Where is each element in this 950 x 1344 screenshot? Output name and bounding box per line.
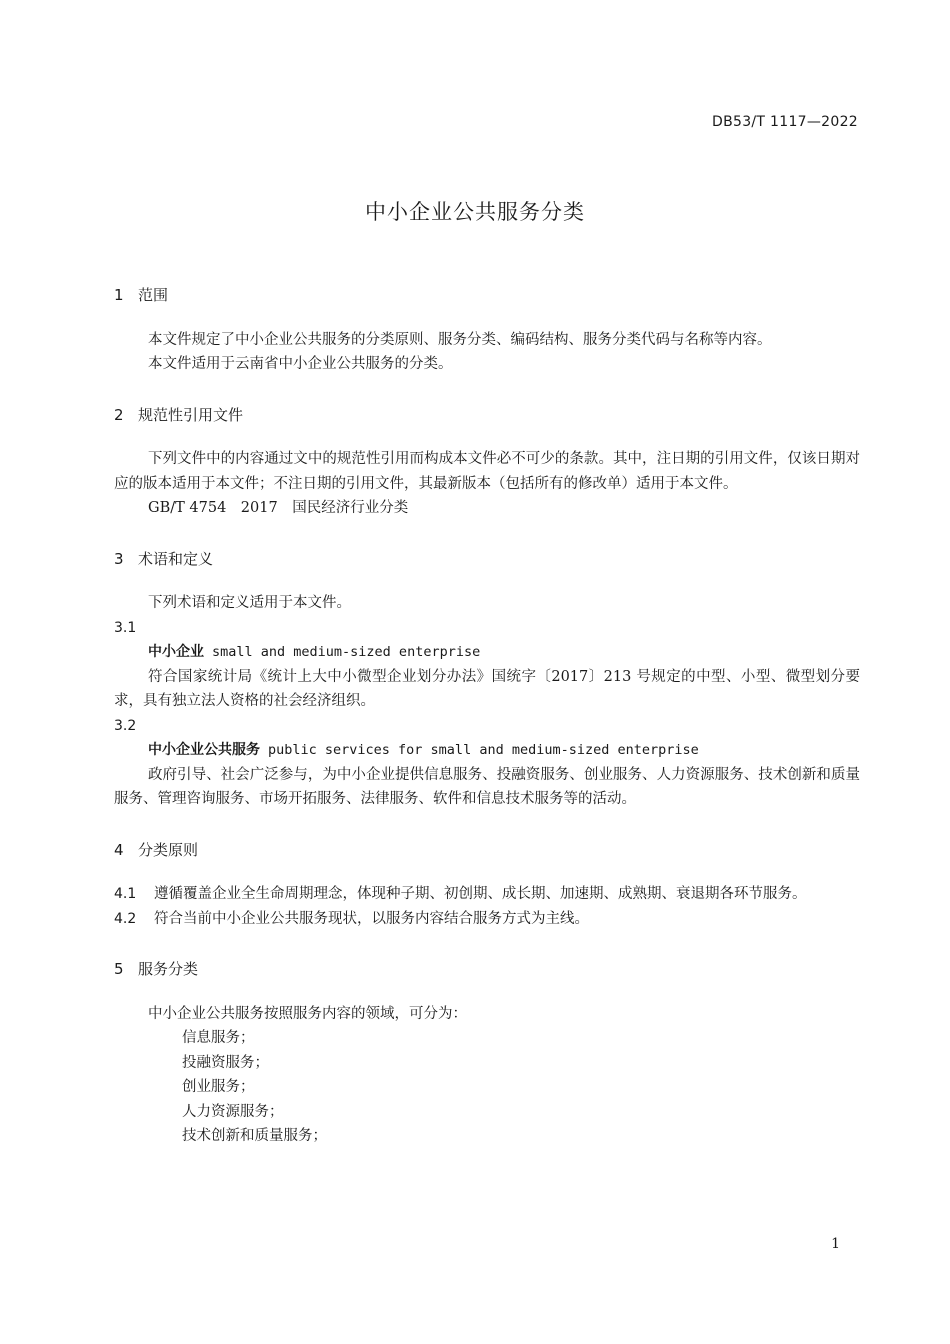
term-number: 3.1 — [114, 619, 137, 636]
clause-number: 4.1 — [114, 886, 137, 902]
document-body — [114, 283, 860, 1149]
section-number: 4 — [114, 840, 124, 859]
clause — [114, 907, 860, 932]
clause-text: 符合当前中小企业公共服务现状，以服务内容结合服务方式为主线。 — [154, 910, 589, 927]
reference-entry: GB/T 4754 2017 国民经济行业分类 — [148, 500, 409, 516]
section-number: 5 — [114, 960, 124, 978]
list-item: 信息服务； — [182, 1030, 255, 1046]
section-title: 术语和定义 — [138, 549, 214, 568]
section-heading-principles — [114, 838, 860, 863]
term-chinese: 中小企业公共服务 — [148, 742, 260, 758]
list-item: 技术创新和质量服务； — [182, 1128, 327, 1144]
paragraph: 本文件规定了中小企业公共服务的分类原则、服务分类、编码结构、服务分类代码与名称等内容。 — [148, 331, 772, 348]
list-item: 投融资服务； — [182, 1054, 269, 1071]
section-number: 1 — [114, 286, 124, 304]
term-number: 3.2 — [114, 717, 137, 734]
section-heading-scope — [114, 283, 860, 308]
term-english: small and medium-sized enterprise — [212, 644, 481, 660]
document-code: DB53/T 1117—2022 — [712, 114, 858, 130]
term-english: public services for small and medium-sized enterprise — [268, 742, 699, 758]
section-title: 规范性引用文件 — [138, 405, 244, 424]
section-number: 3 — [114, 549, 124, 568]
document-title: 中小企业公共服务分类 — [365, 200, 585, 224]
clause-number: 4.2 — [114, 910, 137, 927]
term-definition: 符合国家统计局《统计上大中小微型企业划分办法》国统字〔2017〕213 号规定的中型、小型、微型划分要求，具有独立法人资格的社会经济组织。 — [114, 668, 860, 709]
section-heading-terms — [114, 547, 860, 572]
paragraph: 中小企业公共服务按照服务内容的领域，可分为： — [148, 1005, 467, 1022]
clause-text: 遵循覆盖企业全生命周期理念，体现种子期、初创期、成长期、加速期、成熟期、衰退期各环节服务。 — [154, 886, 807, 902]
term-entry — [114, 640, 860, 665]
paragraph: 本文件适用于云南省中小企业公共服务的分类。 — [148, 356, 453, 372]
list-item: 创业服务； — [182, 1079, 255, 1095]
term-definition: 政府引导、社会广泛参与，为中小企业提供信息服务、投融资服务、创业服务、人力资源服务、技术创新和质量服务、管理咨询服务、市场开拓服务、法律服务、软件和信息技术服务等的活动。 — [114, 766, 860, 807]
section-number: 2 — [114, 405, 124, 424]
section-heading-service-classification — [114, 957, 860, 982]
paragraph: 下列文件中的内容通过文中的规范性引用而构成本文件必不可少的条款。其中，注日期的引用文件，仅该日期对应的版本适用于本文件；不注日期的引用文件，其最新版本（包括所有的修改单）适用于本文件。 — [114, 451, 860, 492]
paragraph: 下列术语和定义适用于本文件。 — [148, 595, 351, 611]
list-item: 人力资源服务； — [182, 1103, 284, 1120]
section-title: 范围 — [138, 286, 169, 304]
term-chinese: 中小企业 — [148, 644, 204, 660]
term-entry — [114, 738, 860, 763]
section-title: 分类原则 — [138, 840, 199, 859]
page-number: 1 — [831, 1236, 840, 1252]
section-title: 服务分类 — [138, 960, 199, 978]
section-heading-normative-references — [114, 403, 860, 428]
clause — [114, 882, 860, 907]
